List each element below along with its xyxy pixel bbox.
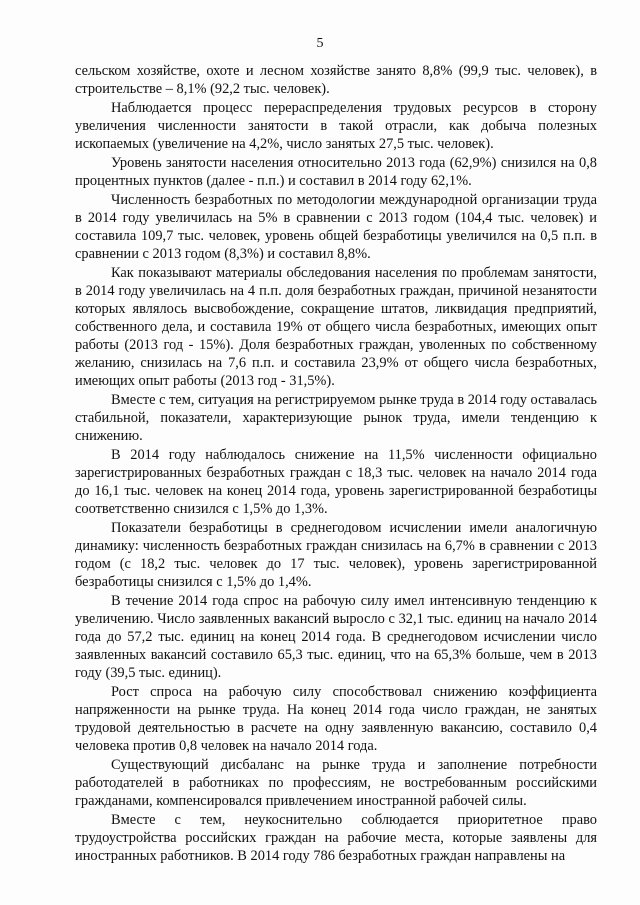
document-body: [75, 62, 597, 865]
paragraph: Уровень занятости населения относительно 2013 года (62,9%) снизился на 0,8 процентных пунктов (далее - п.п.) и составил в 2014 году 62,1%.: [75, 155, 597, 189]
paragraph: Численность безработных по методологии международной организации труда в 2014 году увеличилась на 5% в сравнении с 2013 годом (104,4 тыс. человек) и составила 109,7 тыс. человек, уровень общей безработицы увеличился на 0,5 п.п. в сравнении с 2013 годом (8,3%) и составил 8,8%.: [75, 192, 597, 262]
page-number: 5: [316, 36, 324, 51]
paragraph: Вместе с тем, ситуация на регистрируемом рынке труда в 2014 году оставалась стабильной, показатели, характеризующие рынок труда, имели тенденцию к снижению.: [75, 392, 597, 444]
paragraph: В 2014 году наблюдалось снижение на 11,5% численности официально зарегистрированных безработных граждан с 18,3 тыс. человек на начало 2014 года до 16,1 тыс. человек на конец 2014 года, уровень зарегистрированной безработицы соответственно снизился с 1,5% до 1,3%.: [75, 447, 597, 517]
paragraph: Показатели безработицы в среднегодовом исчислении имели аналогичную динамику: численность безработных граждан снизилась на 6,7% в сравнении с 2013 годом (с 18,2 тыс. человек до 17 тыс. человек), уровень зарегистрированной безработицы снизился с 1,5% до 1,4%.: [75, 520, 597, 590]
paragraph: Как показывают материалы обследования населения по проблемам занятости, в 2014 году увеличилась на 4 п.п. доля безработных граждан, причиной незанятости которых являлось высвобождение, сокращение штатов, ликвидация предприятий, собственного дела, и составила 19% от общего числа безработных, имеющих опыт работы (2013 год - 15%). Доля безработных граждан, уволенных по собственному желанию, снизилась на 7,6 п.п. и составила 23,9% от общего числа безработных, имеющих опыт работы (2013 год - 31,5%).: [75, 265, 597, 389]
paragraph: Вместе с тем, неукоснительно соблюдается приоритетное право трудоустройства российских граждан на рабочие места, которые заявлены для иностранных работников. В 2014 году 786 безработных граждан направлены на: [75, 812, 597, 864]
paragraph: В течение 2014 года спрос на рабочую силу имел интенсивную тенденцию к увеличению. Число заявленных вакансий выросло с 32,1 тыс. единиц на начало 2014 года до 57,2 тыс. единиц на конец 2014 года. В среднегодовом исчислении число заявленных вакансий составило 65,3 тыс. единиц, что на 65,3% больше, чем в 2013 году (39,5 тыс. единиц).: [75, 593, 597, 681]
paragraph: Наблюдается процесс перераспределения трудовых ресурсов в сторону увеличения численности занятости в такой отрасли, как добыча полезных ископаемых (увеличение на 4,2%, число занятых 27,5 тыс. человек).: [75, 100, 597, 152]
paragraph: Существующий дисбаланс на рынке труда и заполнение потребности работодателей в работниках по профессиям, не востребованным российскими гражданами, компенсировался привлечением иностранной рабочей силы.: [75, 757, 597, 809]
paragraph: Рост спроса на рабочую силу способствовал снижению коэффициента напряженности на рынке труда. На конец 2014 года число граждан, не занятых трудовой деятельностью в расчете на одну заявленную вакансию, составило 0,4 человека против 0,8 человек на начало 2014 года.: [75, 684, 597, 754]
paragraph: сельском хозяйстве, охоте и лесном хозяйстве занято 8,8% (99,9 тыс. человек), в строительстве – 8,1% (92,2 тыс. человек).: [75, 63, 597, 97]
